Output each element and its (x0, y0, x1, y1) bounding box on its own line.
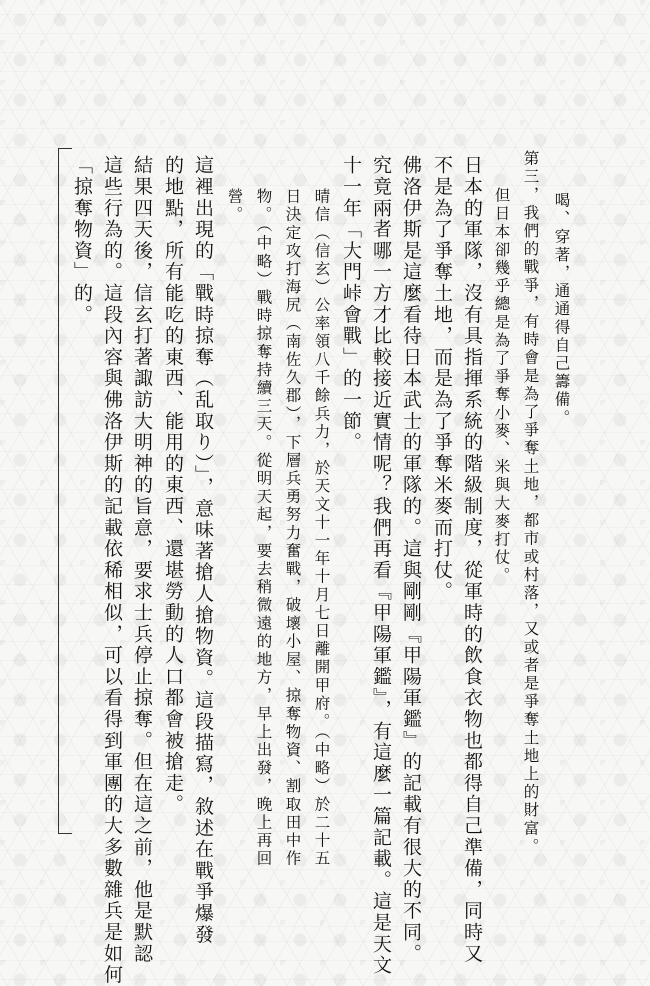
text-column-15: 結果四天後，信玄打著諏訪大明神的旨意，要求士兵停止掠奪。但在這之前，他是默認 (131, 155, 153, 965)
text-column-9: 晴信（信玄）公率領八千餘兵力，於天文十一年十月七日離開甲府。（中略）於二十五 (312, 188, 331, 869)
text-column-14: 的地點，所有能吃的東西、能用的東西、還堪勞動的人口都會被搶走。 (162, 155, 184, 816)
quote-bracket-line (58, 148, 59, 834)
text-column-16: 這些行為的。這段內容與佛洛伊斯的記載依稀相似，可以看得到軍團的大多數雜兵是如何 (101, 155, 123, 986)
quote-bracket-top (58, 148, 72, 149)
text-column-8: 十一年「大門峠會戰」的一節。 (340, 155, 362, 454)
text-column-6: 佛洛伊斯是這麼看待日本武士的軍隊的。這與剛剛『甲陽軍鑑』的記載有很大的不同。 (400, 155, 422, 965)
text-column-10: 日決定攻打海尻（南佐久郡），下層兵勇努力奮戰，破壞小屋、掠奪物資、割取田中作 (283, 188, 302, 869)
text-column-1: 喝、穿著，通通得自己籌備。 (552, 192, 571, 428)
text-column-3: 但日本卻幾乎總是為了爭奪小麥、米與大麥打仗。 (492, 187, 511, 586)
text-column-13: 這裡出現的「戰時掠奪（乱取り）」，意味著搶人搶物資。這段描寫，敘述在戰爭爆發 (192, 155, 214, 946)
text-column-5: 不是為了爭奪土地，而是為了爭奪米麥而打仗。 (431, 155, 453, 603)
quote-bracket-bottom (58, 833, 72, 834)
text-column-12: 營。 (225, 188, 244, 225)
text-column-17: 「掠奪物資」的。 (71, 155, 93, 326)
text-column-7: 究竟兩者哪一方才比較接近實情呢？我們再看『甲陽軍鑑』，有這麼一篇記載。這是天文 (370, 155, 392, 977)
text-column-2: 第三，我們的戰爭，有時會是為了爭奪土地，都市或村落，又或者是爭奪土地上的財富。 (521, 150, 540, 856)
text-column-11: 物。（中略）戰時掠奪持續三天。從明天起，要去稍微遠的地方，早上出發，晚上再回 (254, 188, 273, 869)
text-column-4: 日本的軍隊，沒有具指揮系統的階級制度，從軍時的飲食衣物也都得自己準備，同時又 (461, 155, 483, 965)
